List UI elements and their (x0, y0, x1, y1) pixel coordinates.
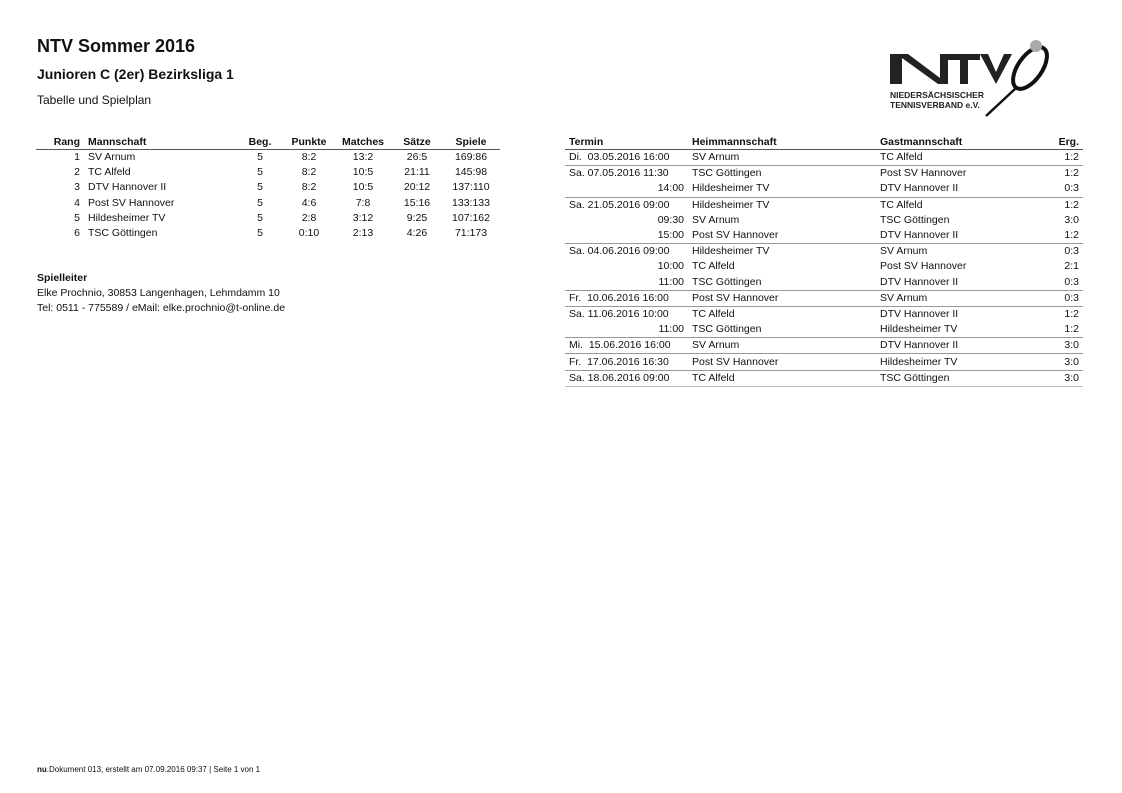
standings-cell: 5 (257, 181, 263, 194)
match-guest: SV Arnum (876, 290, 1035, 306)
standings-cell: 2:13 (352, 227, 374, 240)
standings-cell: 5 (257, 211, 263, 224)
match-termin: 15:00 (657, 229, 684, 242)
match-row (565, 306, 1083, 322)
match-guest: DTV Hannover II (880, 229, 959, 242)
match-row (565, 259, 1083, 274)
match-result: 0:3 (1035, 244, 1083, 260)
match-home: Hildesheimer TV (692, 182, 770, 195)
match-result: 0:3 (1064, 275, 1079, 288)
match-guest: DTV Hannover II (876, 306, 1035, 322)
match-row (565, 150, 1083, 166)
match-termin: Fr. 17.06.2016 16:30 (565, 354, 688, 370)
standings-cell: 13:2 (352, 151, 374, 164)
standings-cell: SV Arnum (88, 151, 136, 164)
standings-cell: 0:10 (298, 227, 320, 240)
match-termin: Sa. 07.05.2016 11:30 (565, 166, 688, 182)
match-row (565, 213, 1083, 228)
footer (37, 765, 260, 774)
match-home: SV Arnum (692, 213, 740, 226)
table-row (36, 211, 500, 226)
match-row (565, 166, 1083, 182)
match-home: Post SV Hannover (688, 354, 876, 370)
match-guest: SV Arnum (876, 244, 1035, 260)
match-guest: TC Alfeld (876, 197, 1035, 213)
standings-cell: 133:133 (452, 196, 490, 209)
match-termin: Sa. 18.06.2016 09:00 (565, 370, 688, 386)
schedule-header: Termin (565, 134, 688, 150)
match-termin: 11:00 (658, 275, 684, 288)
match-termin: Di. 03.05.2016 16:00 (569, 151, 670, 164)
match-guest: TC Alfeld (880, 151, 923, 164)
match-termin: 11:00 (658, 323, 684, 336)
table-row (36, 165, 500, 180)
standings-cell: 5 (257, 151, 263, 164)
match-home: TC Alfeld (688, 370, 876, 386)
league-subtitle: Junioren C (2er) Bezirksliga 1 (37, 66, 234, 82)
match-termin: Sa. 21.05.2016 09:00 (565, 197, 688, 213)
match-termin: Sa. 04.06.2016 09:00 (565, 244, 688, 260)
match-home: TC Alfeld (692, 260, 735, 273)
match-row (565, 197, 1083, 213)
match-termin: 10:00 (657, 260, 684, 273)
match-guest: Hildesheimer TV (876, 354, 1035, 370)
standings-cell: Post SV Hannover (88, 196, 175, 209)
match-guest: Post SV Hannover (880, 260, 967, 273)
match-row (565, 275, 1083, 291)
standings-cell: 3:12 (352, 211, 374, 224)
match-row (565, 244, 1083, 260)
logo-line2: TENNISVERBAND e.V. (890, 100, 980, 110)
standings-cell: 10:5 (352, 166, 374, 179)
page-title: NTV Sommer 2016 (37, 36, 196, 56)
schedule-header: Gastmannschaft (876, 134, 1035, 150)
match-termin: Sa. 11.06.2016 10:00 (565, 306, 688, 322)
match-termin: 09:30 (657, 213, 684, 226)
schedule-table (565, 134, 1083, 387)
standings-cell: 71:173 (454, 227, 488, 240)
standings-header: Matches (334, 134, 392, 150)
standings-cell: 3 (74, 181, 80, 194)
standings-cell: 4:26 (406, 227, 428, 240)
standings-header: Mannschaft (84, 134, 236, 150)
match-result: 1:2 (1035, 166, 1083, 182)
match-result: 1:2 (1064, 229, 1079, 242)
standings-cell: 15:16 (403, 196, 431, 209)
table-row (36, 180, 500, 195)
match-guest: TSC Göttingen (876, 370, 1035, 386)
match-home: TSC Göttingen (688, 166, 876, 182)
match-home: Hildesheimer TV (688, 244, 876, 260)
standings-cell: 1 (74, 151, 80, 164)
match-home: TC Alfeld (688, 306, 876, 322)
standings-header: Beg. (236, 134, 284, 150)
standings-cell: TSC Göttingen (88, 227, 158, 240)
match-home: Post SV Hannover (692, 229, 779, 242)
standings-cell: Hildesheimer TV (88, 211, 166, 224)
match-guest: DTV Hannover II (876, 338, 1035, 354)
match-home: Hildesheimer TV (688, 197, 876, 213)
match-guest: TSC Göttingen (880, 213, 950, 226)
page-description: Tabelle und Spielplan (37, 93, 152, 107)
standings-cell: 5 (74, 211, 80, 224)
standings-cell: 8:2 (301, 151, 317, 164)
standings-cell: 9:25 (406, 211, 428, 224)
table-row (36, 150, 500, 166)
schedule-header: Heimmannschaft (688, 134, 876, 150)
standings-cell: 4:6 (301, 196, 317, 209)
logo-line1: NIEDERSÄCHSISCHER (890, 90, 984, 100)
standings-cell: 10:5 (352, 181, 374, 194)
standings-header: Punkte (284, 134, 334, 150)
match-home: Post SV Hannover (688, 290, 876, 306)
match-result: 1:2 (1064, 323, 1079, 336)
standings-cell: 21:11 (404, 166, 430, 179)
match-result: 3:0 (1064, 213, 1079, 226)
match-guest: Post SV Hannover (876, 166, 1035, 182)
match-result: 1:2 (1064, 151, 1079, 164)
match-result: 1:2 (1035, 306, 1083, 322)
footer-brand: nu (37, 765, 47, 774)
spielleiter-heading: Spielleiter (37, 272, 88, 284)
match-guest: DTV Hannover II (880, 182, 959, 195)
match-result: 1:2 (1035, 197, 1083, 213)
standings-cell: 4 (74, 196, 80, 209)
match-guest: Hildesheimer TV (880, 323, 958, 336)
spielleiter-address: Elke Prochnio, 30853 Langenhagen, Lehmdamm 10 (37, 287, 280, 299)
standings-cell: 5 (257, 196, 263, 209)
standings-cell: DTV Hannover II (88, 181, 167, 194)
match-row (565, 322, 1083, 338)
standings-header: Rang (36, 134, 84, 150)
match-row (565, 370, 1083, 386)
match-result: 0:3 (1064, 182, 1079, 195)
standings-cell: 137:110 (452, 181, 490, 194)
match-termin: Fr. 10.06.2016 16:00 (565, 290, 688, 306)
standings-cell: 5 (257, 227, 263, 240)
match-result: 2:1 (1064, 260, 1079, 273)
match-home: SV Arnum (692, 151, 740, 164)
standings-cell: 2:8 (301, 211, 317, 224)
standings-cell: 6 (74, 227, 80, 240)
match-row (565, 228, 1083, 244)
table-row (36, 226, 500, 241)
standings-cell: 20:12 (403, 181, 431, 194)
standings-cell: 5 (257, 166, 263, 179)
standings-header: Spiele (442, 134, 500, 150)
schedule-header: Erg. (1035, 134, 1083, 150)
match-result: 3:0 (1035, 338, 1083, 354)
standings-table (36, 134, 500, 241)
match-termin: Mi. 15.06.2016 16:00 (565, 338, 688, 354)
standings-cell: TC Alfeld (88, 166, 131, 179)
match-result: 3:0 (1035, 370, 1083, 386)
standings-cell: 26:5 (406, 151, 428, 164)
standings-cell: 169:86 (454, 151, 488, 164)
standings-header: Sätze (392, 134, 442, 150)
standings-cell: 107:162 (452, 211, 490, 224)
standings-cell: 8:2 (301, 181, 317, 194)
match-row (565, 354, 1083, 370)
match-home: TSC Göttingen (692, 323, 762, 336)
standings-cell: 2 (74, 166, 80, 179)
spielleiter-contact: Tel: 0511 - 775589 / eMail: elke.prochnio@t-online.de (37, 302, 286, 314)
standings-cell: 145:98 (454, 166, 488, 179)
match-row (565, 338, 1083, 354)
match-home: SV Arnum (688, 338, 876, 354)
table-row (36, 196, 500, 211)
footer-text: .Dokument 013, erstellt am 07.09.2016 09:37 | Seite 1 von 1 (46, 765, 261, 774)
match-row (565, 181, 1083, 197)
match-row (565, 290, 1083, 306)
match-termin: 14:00 (657, 182, 684, 195)
standings-cell: 7:8 (355, 196, 371, 209)
match-home: TSC Göttingen (692, 275, 762, 288)
standings-cell: 8:2 (301, 166, 317, 179)
match-guest: DTV Hannover II (880, 275, 959, 288)
match-result: 3:0 (1035, 354, 1083, 370)
ntv-logo (888, 38, 1058, 118)
match-result: 0:3 (1035, 290, 1083, 306)
